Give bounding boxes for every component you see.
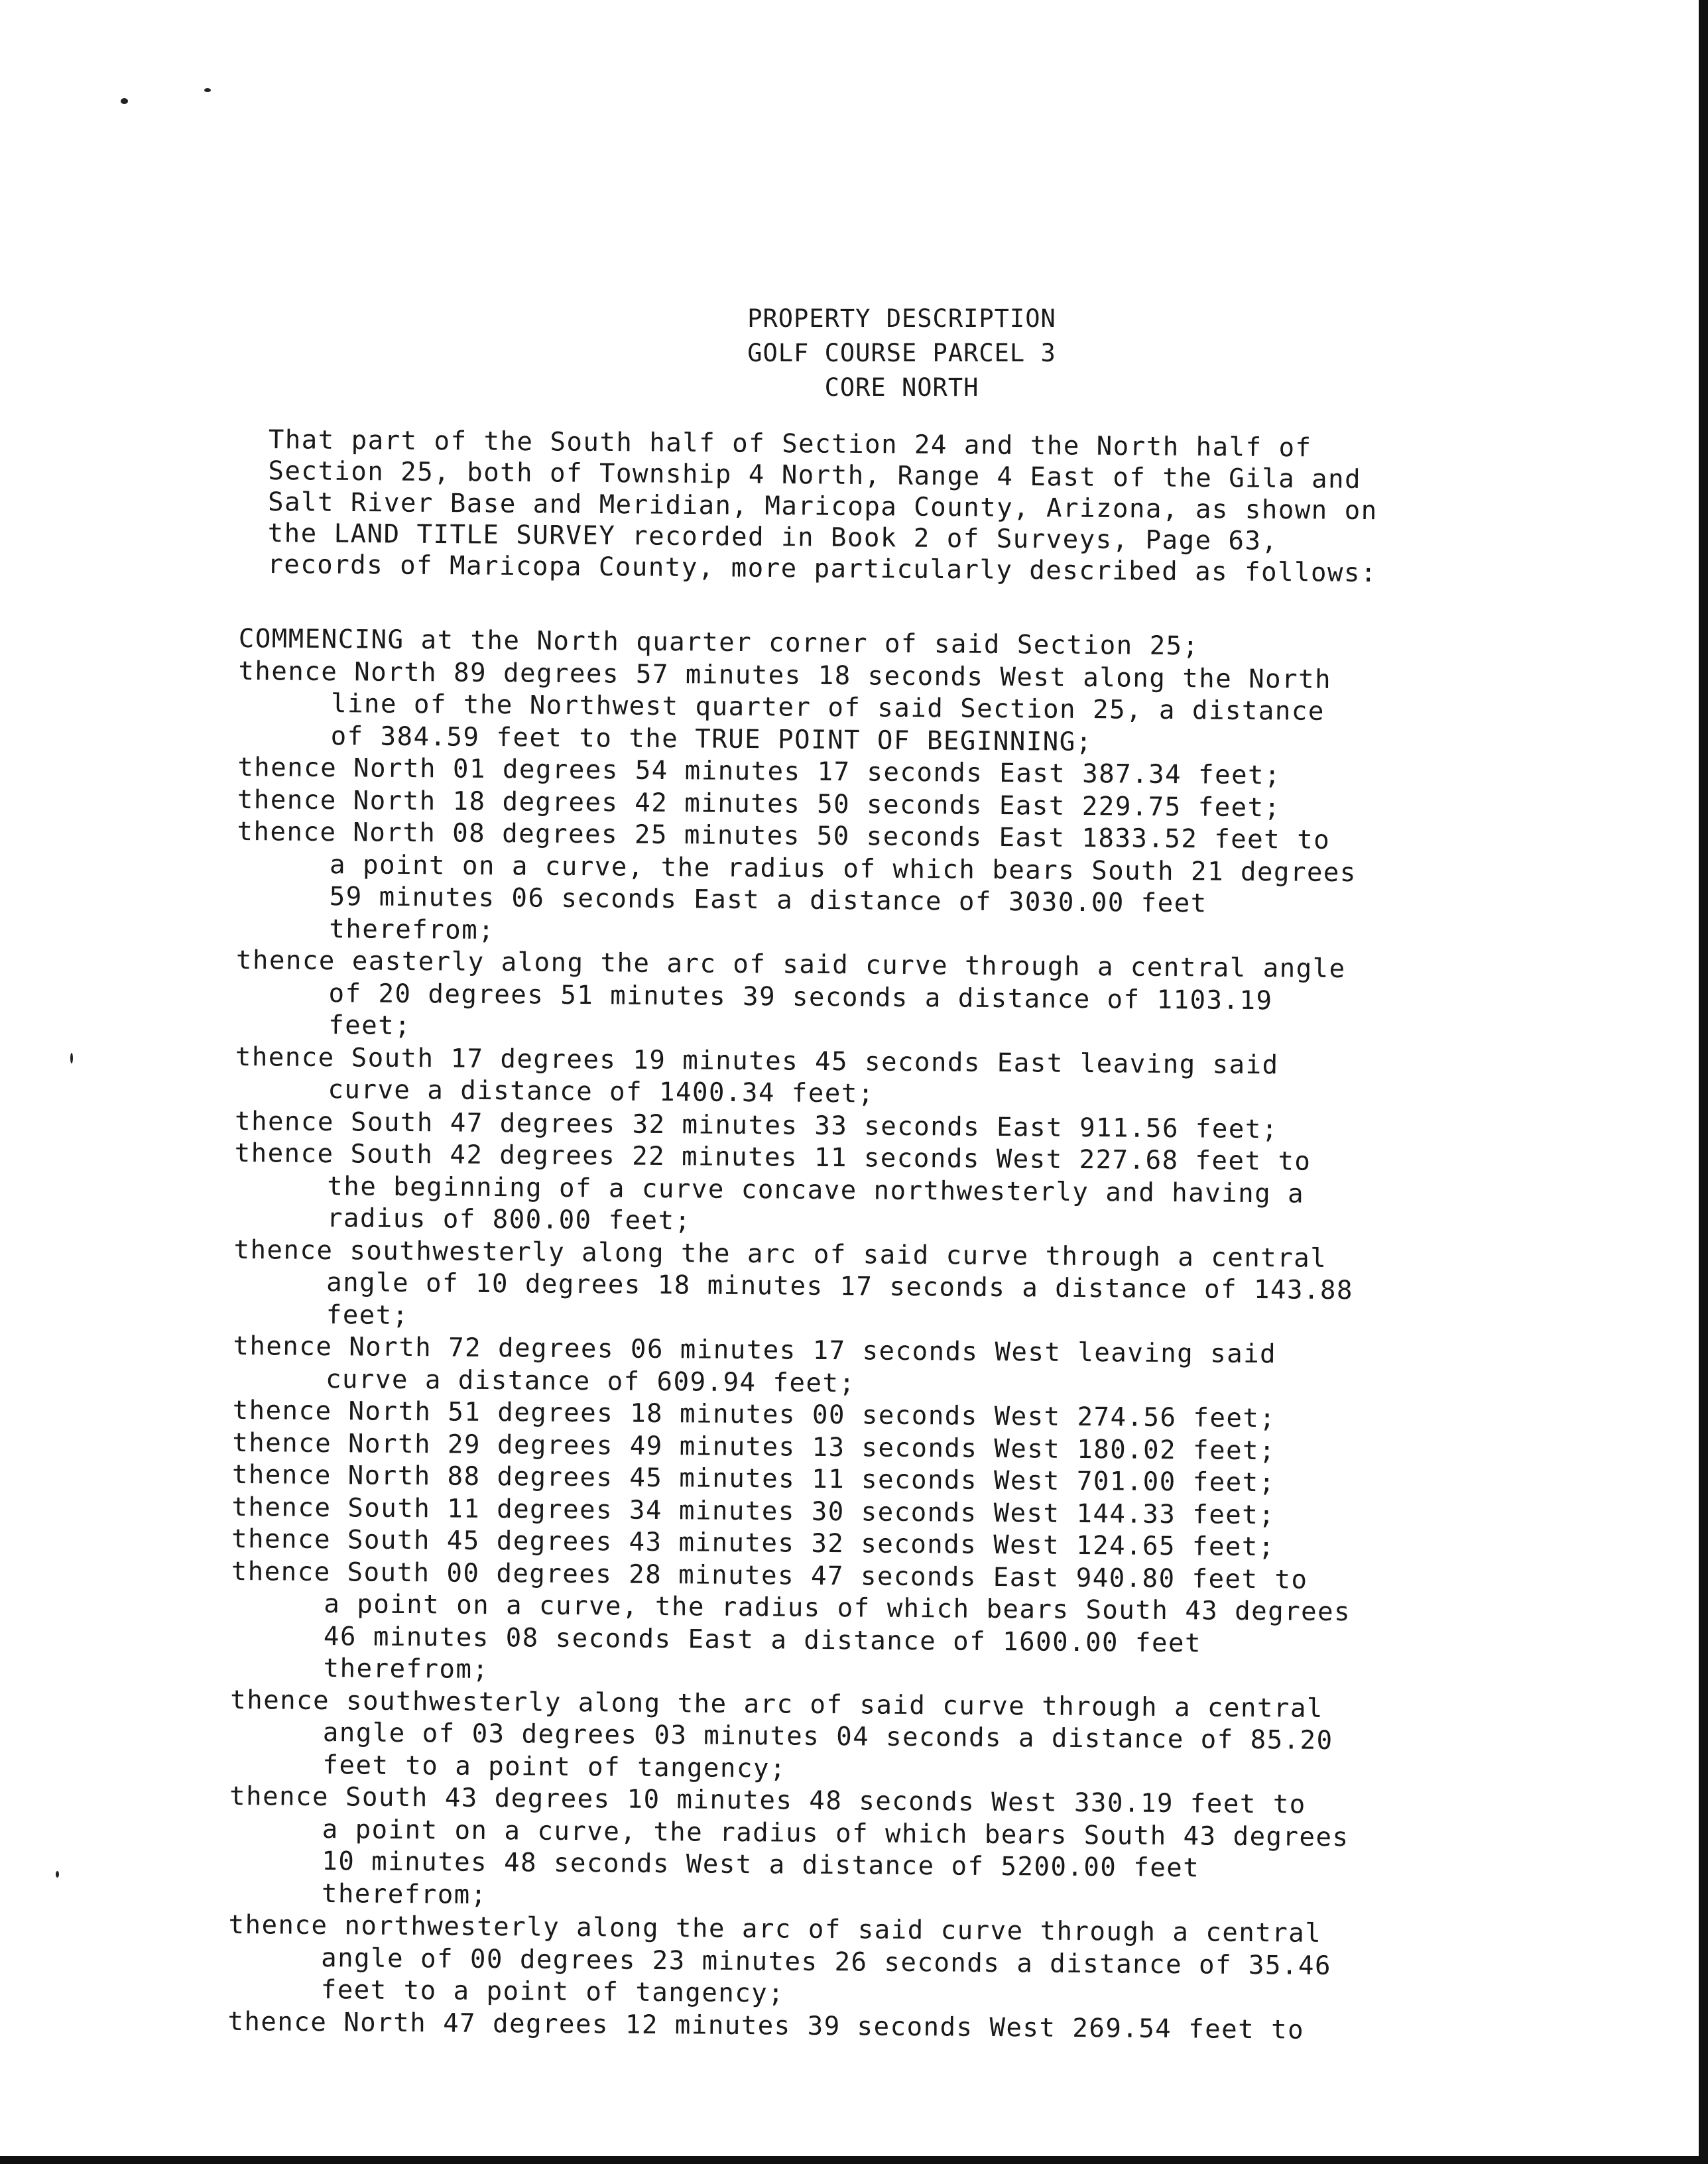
call-line: thence South 47 degrees 32 minutes 33 seconds East 911.56 feet; (234, 1106, 1278, 1144)
call-line: thence South 00 degrees 28 minutes 47 seconds East 940.80 feet to (231, 1556, 1308, 1595)
title-line: CORE NORTH (824, 373, 979, 402)
intro-line: records of Maricopa County, more particularly described as follows: (267, 549, 1378, 589)
call-continuation-line: line of the Northwest quarter of said Section 25, a distance (330, 689, 1325, 727)
course-call (236, 816, 1530, 955)
call-continuation-line: a point on a curve, the radius of which bears South 21 degrees (329, 849, 1357, 888)
commencing-line: COMMENCING at the North quarter corner of said Section 25; (238, 623, 1199, 662)
call-line: thence southwesterly along the arc of said curve through a central (230, 1685, 1324, 1724)
course-call (233, 1234, 1527, 1341)
call-line: thence North 51 degrees 18 minutes 00 seconds West 274.56 feet; (232, 1395, 1276, 1434)
scan-speck (204, 88, 211, 92)
legal-description-calls (227, 623, 1532, 2048)
call-continuation-line: a point on a curve, the radius of which bears South 43 degrees (322, 1814, 1349, 1852)
course-call (229, 1684, 1523, 1791)
course-call (235, 1041, 1528, 1115)
call-continuation-line: therefrom; (329, 914, 495, 945)
call-continuation-line: 10 minutes 48 seconds West a distance of 5200.00 feet (322, 1846, 1200, 1884)
call-line: thence South 11 degrees 34 minutes 30 seconds West 144.33 feet; (231, 1492, 1276, 1530)
course-call (230, 1555, 1524, 1694)
scan-speck (70, 1053, 73, 1063)
call-line: thence northwesterly along the arc of said curve through a central (228, 1909, 1322, 1949)
call-line: thence South 17 degrees 19 minutes 45 seconds East leaving said (235, 1042, 1279, 1080)
scan-border-bottom (0, 2156, 1708, 2164)
scan-speck (121, 98, 128, 104)
call-continuation-line: radius of 800.00 feet; (326, 1203, 692, 1236)
call-line: thence North 47 degrees 12 minutes 39 seconds West 269.54 feet to (227, 2006, 1305, 2045)
document-title (637, 302, 1167, 405)
course-call (228, 1909, 1522, 2016)
call-line: thence South 42 degrees 22 minutes 11 seconds West 227.68 feet to (234, 1138, 1312, 1177)
scan-border-right (1699, 0, 1708, 2164)
call-continuation-line: 59 minutes 06 seconds East a distance of 3030.00 feet (329, 882, 1207, 919)
call-line: thence North 01 degrees 54 minutes 17 seconds East 387.34 feet; (237, 752, 1282, 791)
call-line: thence easterly along the arc of said curve through a central angle (235, 945, 1346, 985)
course-call (237, 655, 1531, 762)
call-continuation-line: feet; (326, 1299, 409, 1331)
call-line: thence South 43 degrees 10 minutes 48 seconds West 330.19 feet to (229, 1781, 1306, 1820)
intro-line: the LAND TITLE SURVEY recorded in Book 2 of Surveys, Page 63, (267, 518, 1278, 556)
course-call (229, 1781, 1522, 1919)
intro-line: Salt River Base and Meridian, Maricopa County, Arizona, as shown on (267, 487, 1378, 526)
call-line: thence North 08 degrees 25 minutes 50 seconds East 1833.52 feet to (237, 816, 1331, 855)
call-line: thence North 29 degrees 49 minutes 13 seconds West 180.02 feet; (232, 1427, 1276, 1466)
call-continuation-line: a point on a curve, the radius of which bears South 43 degrees (324, 1589, 1351, 1628)
intro-line: Section 25, both of Township 4 North, Range 4 East of the Gila and (268, 455, 1362, 495)
call-continuation-line: 46 minutes 08 seconds East a distance of 1600.00 feet (323, 1621, 1202, 1658)
call-continuation-line: feet; (328, 1010, 412, 1042)
course-call (234, 1138, 1528, 1244)
call-continuation-line: angle of 00 degrees 23 minutes 26 seconds a distance of 35.46 (321, 1943, 1332, 1981)
call-line: thence South 45 degrees 43 minutes 32 seconds West 124.65 feet; (231, 1524, 1276, 1563)
call-continuation-line: the beginning of a curve concave northwesterly and having a (327, 1171, 1305, 1209)
call-line: thence North 88 degrees 45 minutes 11 seconds West 701.00 feet; (231, 1459, 1276, 1498)
call-continuation-line: therefrom; (323, 1653, 489, 1685)
call-continuation-line: of 20 degrees 51 minutes 39 seconds a distance of 1103.19 (328, 978, 1273, 1016)
call-continuation-line: curve a distance of 1400.34 feet; (328, 1075, 875, 1109)
title-line: PROPERTY DESCRIPTION (747, 304, 1056, 333)
call-continuation-line: curve a distance of 609.94 feet; (325, 1364, 856, 1398)
scan-speck (56, 1871, 59, 1878)
call-line: thence North 18 degrees 42 minutes 50 seconds East 229.75 feet; (237, 784, 1281, 823)
title-line: GOLF COURSE PARCEL 3 (747, 339, 1056, 367)
call-continuation-line: angle of 03 degrees 03 minutes 04 seconds a distance of 85.20 (322, 1718, 1333, 1756)
call-continuation-line: feet to a point of tangency; (322, 1750, 787, 1784)
call-continuation-line: feet to a point of tangency; (320, 1975, 785, 2009)
call-line: thence southwesterly along the arc of said curve through a central (233, 1234, 1327, 1274)
intro-line: That part of the South half of Section 24 and the North half of (268, 424, 1312, 463)
call-continuation-line: of 384.59 feet to the TRUE POINT OF BEGINNING; (330, 721, 1093, 757)
intro-paragraph (267, 424, 1528, 590)
course-call (233, 1331, 1526, 1405)
call-line: thence North 89 degrees 57 minutes 18 seconds West along the North (238, 656, 1332, 695)
course-call (235, 945, 1529, 1052)
call-continuation-line: therefrom; (321, 1878, 487, 1910)
call-continuation-line: angle of 10 degrees 18 minutes 17 seconds a distance of 143.88 (326, 1268, 1354, 1306)
call-line: thence North 72 degrees 06 minutes 17 seconds West leaving said (233, 1331, 1277, 1370)
